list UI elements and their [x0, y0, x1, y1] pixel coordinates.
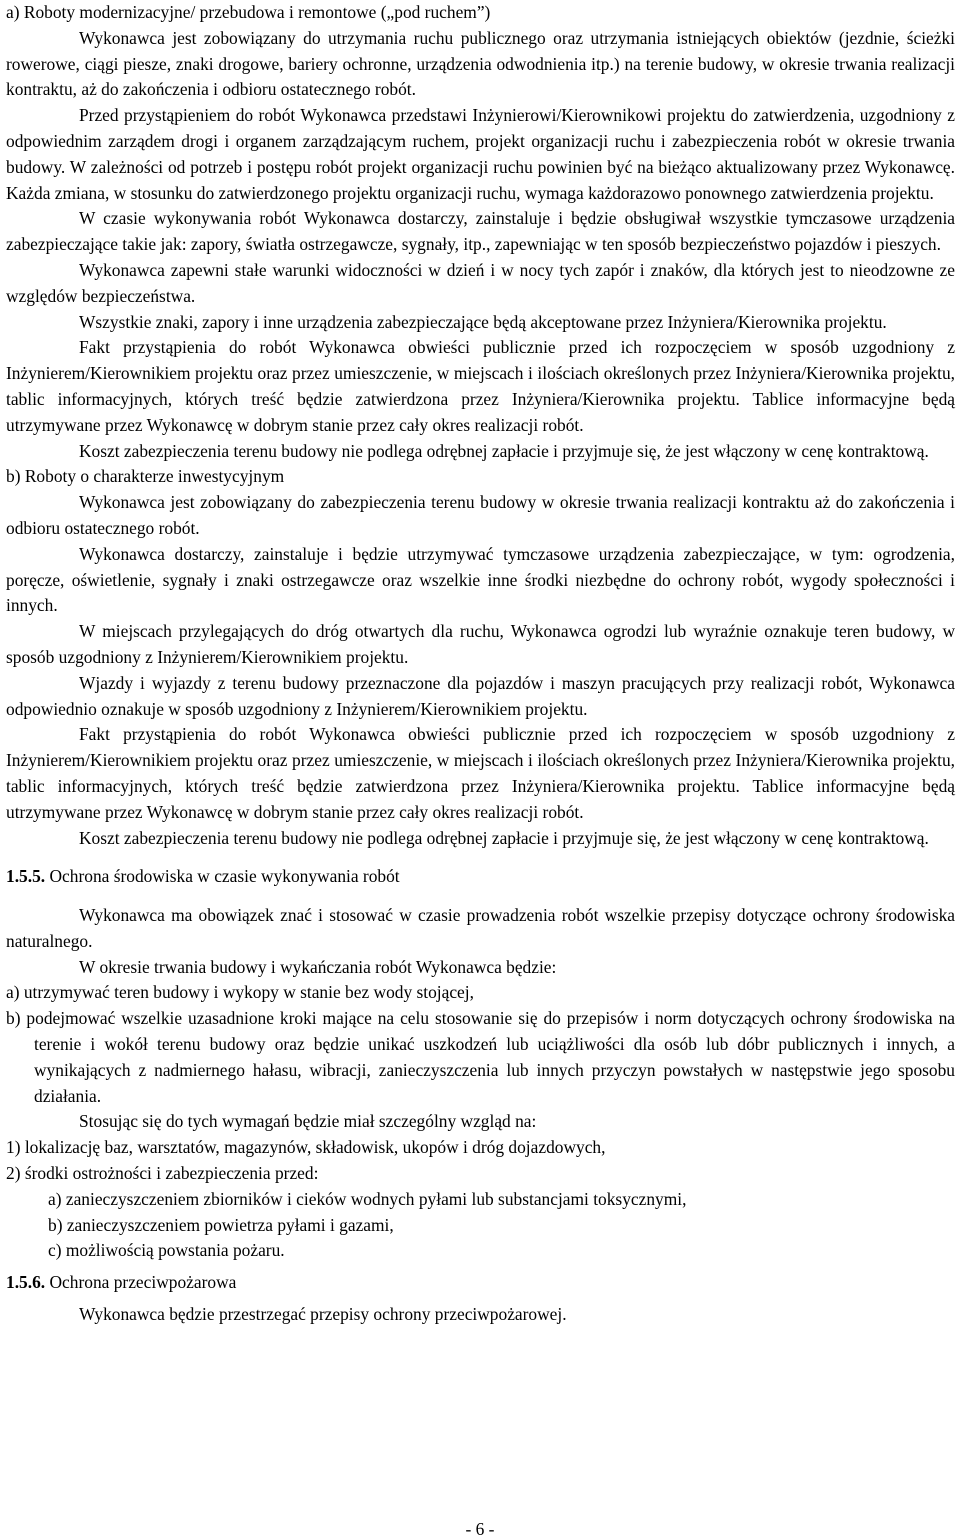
- paragraph: W czasie wykonywania robót Wykonawca dostarczy, zainstaluje i będzie obsługiwał wszystkie tymczasowe urządzenia zabezpieczające takie jak: zapory, światła ostrzegawcze, sygnały, itp., zapewniając w ten sposób bezpieczeństwo pojazdów i pieszych.: [6, 208, 955, 255]
- paragraph: Wykonawca będzie przestrzegać przepisy ochrony przeciwpożarowej.: [79, 1304, 567, 1325]
- paragraph: Wykonawca zapewni stałe warunki widoczności w dzień i w nocy tych zapór i znaków, dla których jest to nieodzowne ze względów bezpieczeństwa.: [6, 259, 955, 306]
- page-number: - 6 -: [465, 1519, 495, 1539]
- paragraph: Wykonawca jest zobowiązany do zabezpieczenia terenu budowy w okresie trwania realizacji kontraktu aż do zakończenia i odbioru ostatecznego robót.: [6, 492, 955, 538]
- section-heading-156: [6, 1270, 955, 1296]
- section-title: Ochrona przeciwpożarowa: [49, 1272, 237, 1293]
- paragraph: Koszt zabezpieczenia terenu budowy nie podlega odrębnej zapłacie i przyjmuje się, że jest włączony w cenę kontraktową.: [79, 827, 929, 848]
- list-subitem: b) zanieczyszczeniem powietrza pyłami i gazami,: [48, 1214, 394, 1235]
- paragraph: Wjazdy i wyjazdy z terenu budowy przeznaczone dla pojazdów i maszyn pracujących przy realizacji robót, Wykonawca odpowiednio oznakuje w sposób uzgodniony z Inżynierem/Kierownikiem projektu.: [6, 672, 955, 719]
- spacer: [6, 890, 955, 903]
- paragraph: Fakt przystąpienia do robót Wykonawca obwieści publicznie przed ich rozpoczęciem w sposób uzgodniony z Inżynierem/Kierownikiem projektu oraz przez umieszczenie, w miejscach i ilościach określonych przez Inżyniera/Kierownika projektu, tablic informacyjnych, których treść będzie zatwierdzona przez Inżyniera/Kierownika projektu. Tablice informacyjne będą utrzymywane przez Wykonawcę w dobrym stanie przez cały okres realizacji robót.: [6, 724, 955, 822]
- list-item: 2) środki ostrożności i zabezpieczenia przed:: [6, 1163, 319, 1184]
- paragraph: Fakt przystąpienia do robót Wykonawca obwieści publicznie przed ich rozpoczęciem w sposób uzgodniony z Inżynierem/Kierownikiem projektu oraz przez umieszczenie, w miejscach i ilościach określonych przez Inżyniera/Kierownika projektu, tablic informacyjnych, których treść będzie zatwierdzona przez Inżyniera/Kierownika projektu. Tablice informacyjne będą utrzymywane przez Wykonawcę w dobrym stanie przez cały okres realizacji robót.: [6, 337, 955, 435]
- document-page: [6, 0, 955, 1328]
- spacer: [6, 851, 955, 864]
- list-item: 1) lokalizację baz, warsztatów, magazynów, składowisk, ukopów i dróg dojazdowych,: [6, 1137, 606, 1158]
- section-title: Ochrona środowiska w czasie wykonywania robót: [49, 866, 400, 887]
- list-item: a) utrzymywać teren budowy i wykopy w stanie bez wody stojącej,: [6, 982, 474, 1003]
- section-number: 1.5.5.: [6, 866, 46, 887]
- paragraph: Koszt zabezpieczenia terenu budowy nie podlega odrębnej zapłacie i przyjmuje się, że jest włączony w cenę kontraktową.: [79, 440, 929, 461]
- list-subitem: c) możliwością powstania pożaru.: [48, 1240, 285, 1261]
- paragraph: Wykonawca dostarczy, zainstaluje i będzie utrzymywać tymczasowe urządzenia zabezpieczające, w tym: ogrodzenia, poręcze, oświetlenie, sygnały i znaki ostrzegawcze oraz wszelkie inne środki niezbędne do ochrony robót, wygody społeczności i innych.: [6, 543, 955, 616]
- paragraph: W okresie trwania budowy i wykańczania robót Wykonawca będzie:: [79, 956, 557, 977]
- section-b-title: b) Roboty o charakterze inwestycyjnym: [6, 466, 285, 487]
- paragraph: Wszystkie znaki, zapory i inne urządzenia zabezpieczające będą akceptowane przez Inżyniera/Kierownika projektu.: [79, 311, 887, 332]
- section-number: 1.5.6.: [6, 1272, 46, 1293]
- paragraph: Wykonawca ma obowiązek znać i stosować w czasie prowadzenia robót wszelkie przepisy dotyczące ochrony środowiska naturalnego.: [6, 905, 955, 951]
- section-a-title: a) Roboty modernizacyjne/ przebudowa i remontowe („pod ruchem”): [6, 2, 491, 22]
- list-subitem: a) zanieczyszczeniem zbiorników i cieków wodnych pyłami lub substancjami toksycznymi,: [48, 1188, 687, 1209]
- paragraph: Stosując się do tych wymagań będzie miał szczególny wzgląd na:: [79, 1111, 537, 1132]
- paragraph: W miejscach przylegających do dróg otwartych dla ruchu, Wykonawca ogrodzi lub wyraźnie oznakuje teren budowy, w sposób uzgodniony z Inżynierem/Kierownikiem projektu.: [6, 621, 955, 667]
- list-item: b) podejmować wszelkie uzasadnione kroki mające na celu stosowanie się do przepisów i norm dotyczących ochrony środowiska na terenie i wokół terenu budowy oraz będzie unikać uszkodzeń lub uciążliwości dla osób lub dóbr publicznych i innych, a wynikających z nadmiernego hałasu, wibracji, zanieczyszczenia lub innych przyczyn powstałych w następstwie jego sposobu działania.: [6, 1008, 955, 1106]
- section-heading-155: [6, 864, 955, 890]
- paragraph: Przed przystąpieniem do robót Wykonawca przedstawi Inżynierowi/Kierownikowi projektu do zatwierdzenia, uzgodniony z odpowiednim zarządem drogi i organem zarządzającym ruchem, projekt organizacji ruchu i zabezpieczenia robót w okresie trwania budowy. W zależności od potrzeb i postępu robót projekt organizacji ruchu powinien być na bieżąco aktualizowany przez Wykonawcę. Każda zmiana, w stosunku do zatwierdzonego projektu organizacji ruchu, wymaga każdorazowo ponownego zatwierdzenia projektu.: [6, 105, 955, 203]
- paragraph: Wykonawca jest zobowiązany do utrzymania ruchu publicznego oraz utrzymania istniejących obiektów (jezdnie, ścieżki rowerowe, ciągi piesze, znaki drogowe, bariery ochronne, urządzenia odwodnienia itp.) na terenie budowy, w okresie trwania realizacji kontraktu, aż do zakończenia i odbioru ostatecznego robót.: [6, 27, 955, 100]
